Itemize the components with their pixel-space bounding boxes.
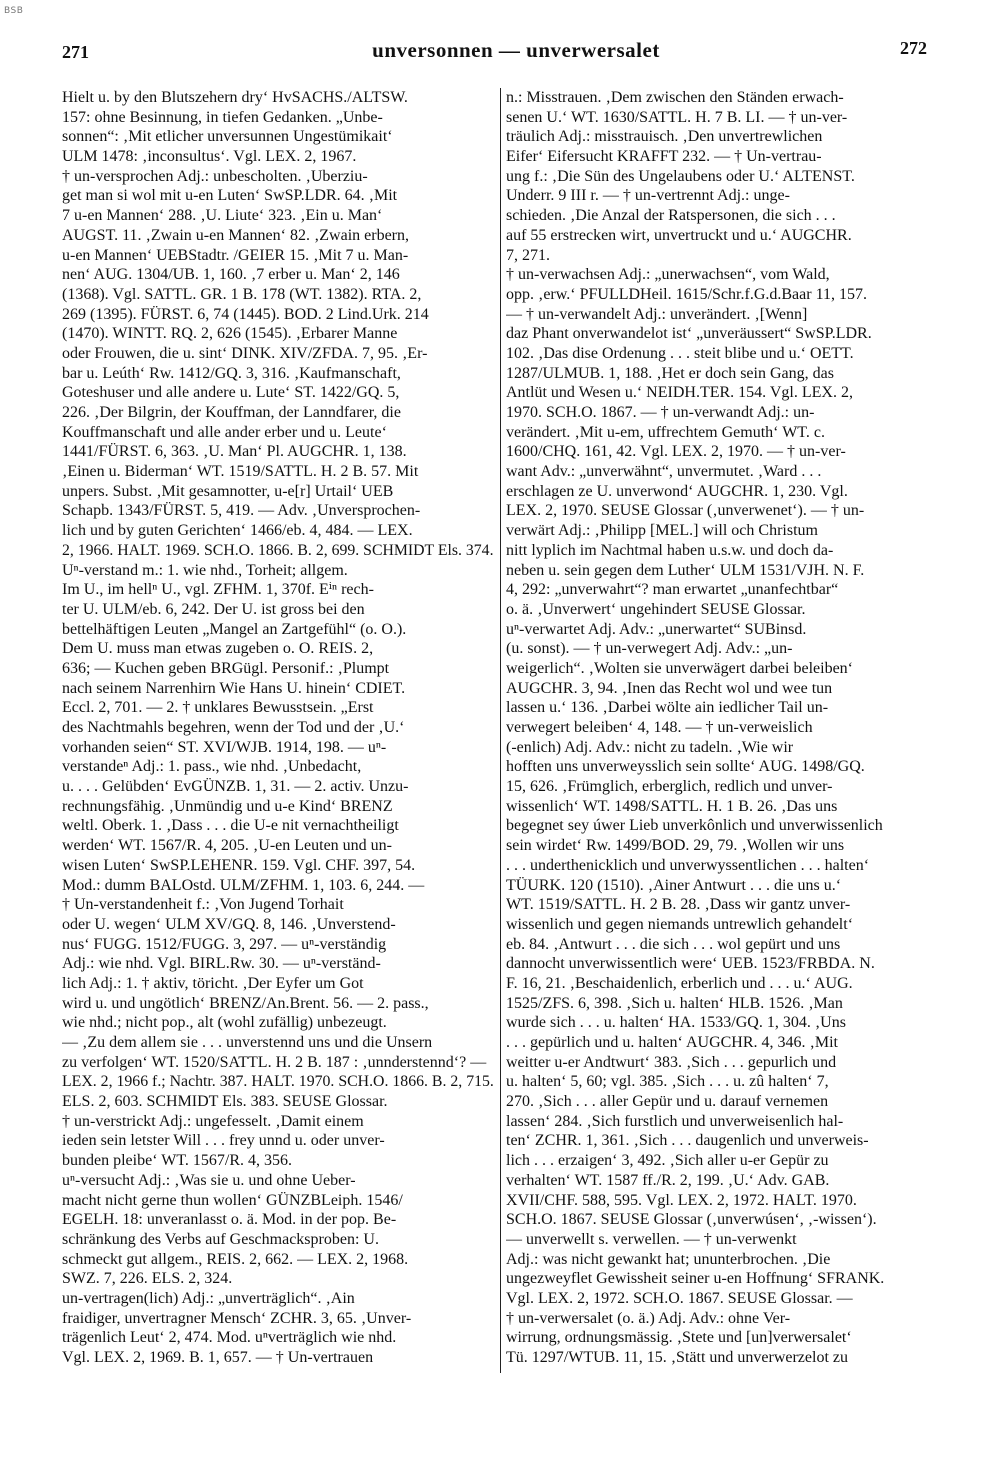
text-line: verändert. ‚Mit u-em, uffrechtem Gemuth‘ WT. c. (506, 423, 825, 441)
text-line: nach seinem Narrenhirn Wie Hans U. hinein‘ CDIET. (62, 679, 406, 697)
text-line: ung f.: ‚Die Sün des Ungelaubens oder U.‘ ALTENST. (506, 167, 855, 185)
text-line: LEX. 2, 1966 f.; Nachtr. 387. HALT. 1970. SCH.O. 1866. B. 2, 715. (62, 1073, 494, 1091)
text-line: bunden pleibe‘ WT. 1567/R. 4, 356. (62, 1152, 293, 1170)
text-line: erschlagen ze U. unverwond‘ AUGCHR. 1, 230. Vgl. (506, 482, 848, 500)
text-line: lich Adj.: 1. † aktiv, töricht. ‚Der Eyfer um Got (62, 974, 364, 992)
text-line: schieden. ‚Die Anzal der Ratspersonen, die sich . . . (506, 207, 836, 225)
text-line: Goteshuser und alle andere u. Lute‘ ST. 1422/GQ. 5, (62, 384, 400, 402)
text-line: uⁿ-versucht Adj.: ‚Was sie u. und ohne Ueber- (62, 1171, 356, 1189)
text-line: u. . . . Gelübden‘ EvGÜNZB. 1, 31. — 2. activ. Unzu- (62, 778, 409, 796)
text-line: ULM 1478: ‚inconsultus‘. Vgl. LEX. 2, 1967. (62, 148, 357, 166)
text-line: Schapb. 1343/FÜRST. 5, 419. — Adv. ‚Unversprochen- (62, 502, 421, 520)
text-line: 7 u-en Mannen‘ 288. ‚U. Liute‘ 323. ‚Ein u. Man‘ (62, 207, 383, 225)
text-line: AUGCHR. 3, 94. ‚Inen das Recht wol und wee tun (506, 679, 833, 697)
text-line: XVII/CHF. 588, 595. Vgl. LEX. 2, 1972. HALT. 1970. (506, 1191, 857, 1209)
text-line: WT. 1519/SATTL. H. 2 B. 28. ‚Dass wir gantz unver- (506, 896, 851, 914)
text-line: wie nhd.; nicht pop., alt (wohl zufällig) unbezeugt. (62, 1014, 387, 1032)
text-line: lassen‘ 284. ‚Sich furstlich und unverweisenlich hal- (506, 1112, 844, 1130)
text-line: — † un-verwandelt Adj.: unverändert. ‚[Wenn] (506, 305, 808, 323)
text-line: opp. ‚erw.‘ PFULLDHeil. 1615/Schr.f.G.d.Baar 11, 157. (506, 285, 867, 303)
text-line: Im U., im hellⁿ U., vgl. ZFHM. 1, 370f. Eⁱⁿ rech- (62, 581, 374, 599)
text-line: 157: ohne Besinnung, in tiefen Gedanken. „Unbe- (62, 108, 383, 126)
text-line: wurde sich . . . u. halten‘ HA. 1533/GQ. 1, 304. ‚Uns (506, 1014, 846, 1032)
text-line: zu verfolgen‘ WT. 1520/SATTL. H. 2 B. 187 : ‚unnderstennd‘? — (62, 1053, 487, 1071)
text-line: F. 16, 21. ‚Beschaidenlich, erberlich und . . . u.‘ AUG. (506, 974, 853, 992)
text-line: 4, 292: „unverwahrt“? man erwartet „unanfechtbar“ (506, 581, 839, 599)
text-line: oder Frouwen, die u. sint‘ DINK. XIV/ZFDA. 7, 95. ‚Er- (62, 344, 428, 362)
text-line: fraidiger, unvertragner Mensch‘ ZCHR. 3, 65. ‚Unver- (62, 1309, 412, 1327)
text-line: 102. ‚Das dise Ordenung . . . steit blibe und u.‘ OETT. (506, 344, 854, 362)
text-line: nitt lyplich im Nachtmal haben u.s.w. und doch da- (506, 541, 834, 559)
text-line: 1600/CHQ. 161, 42. Vgl. LEX. 2, 1970. — † un-ver- (506, 443, 846, 461)
text-line: (-enlich) Adj. Adv.: nicht zu tadeln. ‚Wie wir (506, 738, 794, 756)
left-column (62, 88, 494, 1368)
text-line: lich . . . erzaigen‘ 3, 492. ‚Sich aller u-er Gepür zu (506, 1152, 829, 1170)
text-line: AUGST. 11. ‚Zwain u-en Mannen‘ 82. ‚Zwain erbern, (62, 226, 410, 244)
text-line: sein wirdet‘ Rw. 1499/BOD. 29, 79. ‚Wollen wir uns (506, 837, 845, 855)
text-line: † un-verwersalet (o. ä.) Adj. Adv.: ohne Ver- (506, 1309, 791, 1327)
text-line: EGELH. 18: unveranlasst o. ä. Mod. in der pop. Be- (62, 1211, 397, 1229)
text-line: schmeckt gut allgem., REIS. 2, 662. — LEX. 2, 1968. (62, 1250, 409, 1268)
text-line: (u. sonst). — † un-verwegert Adj. Adv.: „un- (506, 640, 793, 658)
library-stamp: BSB (4, 6, 24, 16)
text-line: des Nachtmahls begehren, wenn der Tod und der ‚U.‘ (62, 719, 405, 736)
text-line: träulich Adj.: misstrauisch. ‚Den unvertrewlichen (506, 128, 823, 146)
text-line: SCH.O. 1867. SEUSE Glossar (‚unverwúsen‘, ‚-wissen‘). (506, 1211, 877, 1229)
text-line: ieden sein letster Will . . . frey unnd u. oder unver- (62, 1132, 385, 1150)
text-line: 15, 626. ‚Frümglich, erberglich, redlich und unver- (506, 778, 833, 796)
text-line: senen U.‘ WT. 1630/SATTL. H. 7 B. LI. — † un-ver- (506, 108, 848, 126)
text-line: werden‘ WT. 1567/R. 4, 205. ‚U-en Leuten und un- (62, 837, 392, 855)
text-line: dannocht unverwissentlich were‘ UEB. 1523/FRBDA. N. (506, 955, 875, 973)
text-line: trägenlich Leut‘ 2, 474. Mod. uⁿverträglich wie nhd. (62, 1329, 397, 1347)
text-line: bettelhäftigen Leuten „Mangel an Zartgefühl“ (o. O.). (62, 620, 407, 638)
text-line: verwegert beleiben‘ 4, 148. — † un-verweislich (506, 719, 813, 736)
text-line: ter U. ULM/eb. 6, 242. Der U. ist gross bei den (62, 600, 365, 618)
text-line: † un-verstrickt Adj.: ungefesselt. ‚Damit einem (62, 1112, 364, 1130)
text-line: ten‘ ZCHR. 1, 361. ‚Sich . . . daugenlich und unverweis- (506, 1132, 869, 1150)
text-line: (1470). WINTT. RQ. 2, 626 (1545). ‚Erbarer Manne (62, 325, 398, 343)
text-line: u. halten‘ 5, 60; vgl. 385. ‚Sich . . . u. zû halten‘ 7, (506, 1073, 829, 1091)
text-line: bar u. Leúth‘ Rw. 1412/GQ. 3, 316. ‚Kaufmanschaft, (62, 364, 401, 382)
page-number-right: 272 (900, 38, 927, 58)
right-column (506, 88, 936, 1368)
text-line: eb. 84. ‚Antwurt . . . die sich . . . wol gepürt und uns (506, 935, 841, 953)
text-line: . . . gepürlich und u. halten‘ AUGCHR. 4, 346. ‚Mit (506, 1034, 838, 1051)
text-line: Antlüt und Wesen u.‘ NEIDH.TER. 154. Vgl. LEX. 2, (506, 384, 853, 402)
text-line: 2, 1966. HALT. 1969. SCH.O. 1866. B. 2, 699. SCHMIDT Els. 374. (62, 541, 494, 559)
text-line: u-en Mannen‘ UEBStadtr. /GEIER 15. ‚Mit 7 u. Man- (62, 246, 409, 264)
text-line: Vgl. LEX. 2, 1972. SCH.O. 1867. SEUSE Glossar. — (506, 1289, 853, 1307)
text-line: wird u. und ungötlich‘ BRENZ/An.Brent. 56. — 2. pass., (62, 994, 429, 1012)
text-line: oder U. wegen‘ ULM XV/GQ. 8, 146. ‚Unverstend- (62, 915, 396, 933)
text-line: ungezweyflet Gewissheit seiner u-en Hoffnung‘ SFRANK. (506, 1270, 885, 1288)
text-line: vorhanden seien“ ST. XVI/WJB. 1914, 198. — uⁿ- (62, 738, 387, 756)
text-line: Vgl. LEX. 2, 1969. B. 1, 657. — † Un-vertrauen (62, 1349, 374, 1366)
text-line: unpers. Subst. ‚Mit gesamnotter, u-e[r] Urtail‘ UEB (62, 482, 394, 500)
text-line: Uⁿ-verstand m.: 1. wie nhd., Torheit; allgem. (62, 561, 348, 579)
text-line: Kouffmanschaft und alle ander erber und u. Leute‘ (62, 423, 387, 441)
text-line: wissenlich‘ WT. 1498/SATTL. H. 1 B. 26. ‚Das uns (506, 797, 838, 815)
text-line: schränkung des Verbs auf Geschmacksproben: U. (62, 1230, 379, 1248)
text-line: LEX. 2, 1970. SEUSE Glossar (‚unverwenet‘). — † un- (506, 502, 865, 520)
text-line: Hielt u. by den Blutszehern dry‘ HvSACHS./ALTSW. (62, 89, 408, 106)
text-line: auf 55 erstrecken wirt, unvertruckt und u.‘ AUGCHR. (506, 226, 852, 244)
text-line: want Adv.: „unverwähnt“, unvermutet. ‚Ward . . . (506, 463, 822, 481)
text-line: n.: Misstrauen. ‚Dem zwischen den Ständen erwach- (506, 89, 844, 106)
text-line: verwärt Adj.: ‚Philipp [MEL.] will och Christum (506, 522, 818, 540)
text-line: . . . underthenicklich und unverwyssentlichen . . . halten‘ (506, 856, 870, 874)
text-line: begegnet sey úwer Lieb unverkônlich und unverwissenlich (506, 817, 883, 835)
text-line: macht nicht gerne thun wollen‘ GÜNZBLeiph. 1546/ (62, 1191, 403, 1209)
text-line: 636; — Kuchen geben BRGügl. Personif.: ‚Plumpt (62, 659, 390, 677)
text-line: 226. ‚Der Bilgrin, der Kouffman, der Lanndfarer, die (62, 404, 401, 421)
text-line: nen‘ AUG. 1304/UB. 1, 160. ‚7 erber u. Man‘ 2, 146 (62, 266, 400, 284)
text-line: Tü. 1297/WTUB. 11, 15. ‚Stätt und unverwerzelot zu (506, 1349, 848, 1366)
text-line: daz Phant onverwandelot ist‘ „unveräussert“ SwSP.LDR. (506, 325, 872, 343)
text-line: nus‘ FUGG. 1512/FUGG. 3, 297. — uⁿ-verständig (62, 935, 387, 953)
text-line: ELS. 2, 603. SCHMIDT Els. 383. SEUSE Glossar. (62, 1093, 388, 1111)
page-number-left: 271 (62, 42, 89, 62)
text-line: hofften uns unverweysslich sein sollte‘ AUG. 1498/GQ. (506, 758, 865, 776)
text-line: Adj.: was nicht gewankt hat; ununterbrochen. ‚Die (506, 1250, 831, 1268)
text-line: † Un-verstandenheit f.: ‚Von Jugend Torhait (62, 896, 344, 914)
text-line: o. ä. ‚Unverwert‘ ungehindert SEUSE Glossar. (506, 600, 806, 618)
text-line: Adj.: wie nhd. Vgl. BIRL.Rw. 30. — uⁿ-verständ- (62, 955, 381, 973)
text-line: 269 (1395). FÜRST. 6, 74 (1445). BOD. 2 Lind.Urk. 214 (62, 305, 429, 323)
text-line: 7, 271. (506, 246, 550, 264)
column-divider (500, 88, 501, 1373)
text-line: SWZ. 7, 226. ELS. 2, 324. (62, 1270, 233, 1288)
running-head: unversonnen — unverwersalet (372, 38, 660, 62)
text-line: neben u. sein gegen dem Luther‘ ULM 1531/VJH. N. F. (506, 561, 865, 579)
text-line: — unverwellt s. verwellen. — † un-verwenkt (506, 1230, 797, 1248)
text-line: TÜURK. 120 (1510). ‚Ainer Antwurt . . . die uns u.‘ (506, 876, 842, 894)
text-line: Mod.: dumm BALOstd. ULM/ZFHM. 1, 103. 6, 244. — (62, 876, 425, 894)
text-line: — ‚Zu dem allem sie . . . unverstennd uns und die Unsern (62, 1034, 433, 1051)
text-line: get man si wol mit u-en Luten‘ SwSP.LDR. 64. ‚Mit (62, 187, 398, 205)
text-line: Underr. 9 III r. — † un-vertrennt Adj.: unge- (506, 187, 790, 205)
text-line: wirrung, ordnungsmässig. ‚Stete und [un]verwersalet‘ (506, 1329, 852, 1347)
text-line: Dem U. muss man etwas zugeben o. O. REIS. 2, (62, 640, 374, 658)
text-line: verstandeⁿ Adj.: 1. pass., wie nhd. ‚Unbedacht, (62, 758, 362, 776)
text-line: 1525/ZFS. 6, 398. ‚Sich u. halten‘ HLB. 1526. ‚Man (506, 994, 843, 1012)
text-line: wisen Luten‘ SwSP.LEHENR. 159. Vgl. CHF. 397, 54. (62, 856, 416, 874)
text-line: lassen u.‘ 136. ‚Darbei wölte ain iedlicher Tail un- (506, 699, 829, 717)
text-line: Eccl. 2, 701. — 2. † unklares Bewusstsein. „Erst (62, 699, 374, 717)
text-line: weltl. Oberk. 1. ‚Dass . . . die U-e nit vernachtheiligt (62, 817, 399, 835)
text-line: uⁿ-verwartet Adj. Adv.: „unerwartet“ SUBinsd. (506, 620, 807, 638)
text-line: ‚Einen u. Biderman‘ WT. 1519/SATTL. H. 2 B. 57. Mit (62, 463, 419, 481)
text-line: un-vertragen(lich) Adj.: „unverträglich“. ‚Ain (62, 1289, 355, 1307)
text-line: 1287/ULMUB. 1, 188. ‚Het er doch sein Gang, das (506, 364, 834, 382)
text-line: weigerlich“. ‚Wolten sie unverwägert darbei beleiben‘ (506, 659, 853, 677)
text-line: Eifer‘ Eifersucht KRAFFT 232. — † Un-vertrau- (506, 148, 822, 166)
text-line: † un-verwachsen Adj.: „unerwachsen“, vom Wald, (506, 266, 830, 284)
text-line: † un-versprochen Adj.: unbescholten. ‚Uberziu- (62, 167, 368, 185)
text-line: verhalten‘ WT. 1587 ff./R. 2, 199. ‚U.‘ Adv. GAB. (506, 1171, 830, 1189)
text-line: 1441/FÜRST. 6, 363. ‚U. Man‘ Pl. AUGCHR. 1, 138. (62, 443, 407, 461)
text-line: 270. ‚Sich . . . aller Gepür und u. darauf vernemen (506, 1093, 829, 1111)
text-line: weitter u-er Andtwurt‘ 383. ‚Sich . . . gepurlich und (506, 1053, 837, 1071)
text-line: wissenlich und gegen niemands untrewlich gehandelt‘ (506, 915, 854, 933)
text-line: sonnen“: ‚Mit etlicher unversunnen Ungestümikait‘ (62, 128, 393, 146)
text-line: rechnungsfähig. ‚Unmündig und u-e Kind‘ BRENZ (62, 797, 393, 815)
text-line: lich und by guten Gerichten‘ 1466/eb. 4, 484. — LEX. (62, 522, 413, 540)
text-line: (1368). Vgl. SATTL. GR. 1 B. 178 (WT. 1382). RTA. 2, (62, 285, 422, 303)
text-line: 1970. SCH.O. 1867. — † un-verwandt Adj.: un- (506, 404, 815, 421)
